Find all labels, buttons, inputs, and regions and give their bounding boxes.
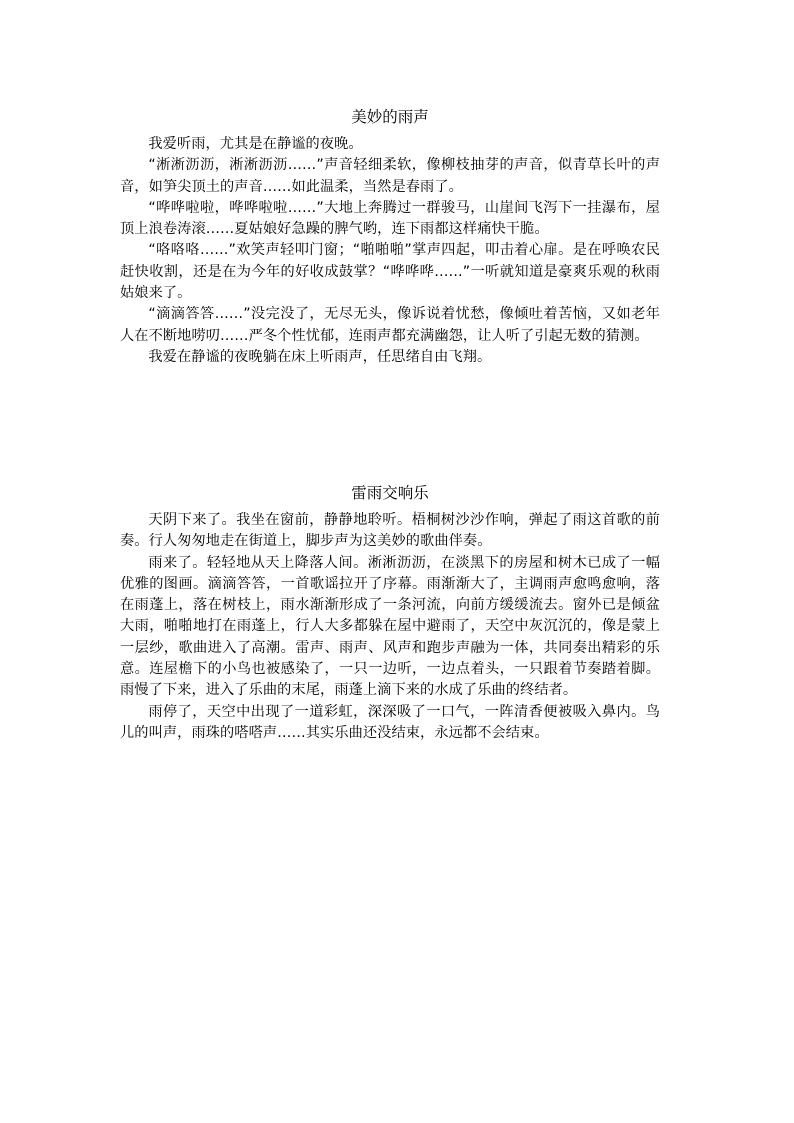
essay-paragraph: 我爱听雨，尤其是在静谧的夜晚。	[148, 136, 363, 152]
essay-paragraph: “咯咯咯……”欢笑声轻叩门窗；“啪啪啪”掌声四起，叩击着心扉。是在呼唤农民赶快收割，还是在为今年的好收成鼓掌？“哗哗哗……”一听就知道是豪爽乐观的秋雨姑娘来了。	[120, 242, 660, 302]
essay-paragraph: 雨停了，天空中出现了一道彩虹，深深吸了一口气，一阵清香便被吸入鼻内。鸟儿的叫声，雨珠的嗒嗒声……其实乐曲还没结束，永远都不会结束。	[120, 703, 660, 741]
essay-paragraph: 雨来了。轻轻地从天上降落人间。淅淅沥沥，在淡黑下的房屋和树木已成了一幅优雅的图画。滴滴答答，一首歌谣拉开了序幕。雨渐渐大了，主调雨声愈鸣愈响，落在雨蓬上，落在树枝上，雨水渐渐形成了一条河流，向前方缓缓流去。窗外已是倾盆大雨，啪啪地打在雨蓬上，行人大多都躲在屋中避雨了，天空中灰沉沉的，像是蒙上一层纱，歌曲进入了高潮。雷声、雨声、风声和跑步声融为一体，共同奏出精彩的乐意。连屋檐下的小鸟也被感染了，一只一边听，一边点着头，一只跟着节奏踏着脚。雨慢了下来，进入了乐曲的末尾，雨蓬上滴下来的水成了乐曲的终结者。	[120, 554, 660, 699]
essay-paragraph: “滴滴答答……”没完没了，无尽无头，像诉说着忧愁，像倾吐着苦恼，又如老年人在不断地唠叨……严冬个性忧郁，连雨声都充满幽怨，让人听了引起无数的猜测。	[120, 306, 660, 344]
essay-title: 雷雨交响乐	[351, 484, 429, 502]
essay-title: 美妙的雨声	[351, 108, 429, 126]
essay-paragraph: “哗哗啦啦，哗哗啦啦……”大地上奔腾过一群骏马，山崖间飞泻下一挂瀑布，屋顶上浪卷涛滚……夏姑娘好急躁的脾气哟，连下雨都这样痛快干脆。	[120, 199, 660, 238]
essay-paragraph: 我爱在静谧的夜晚躺在床上听雨声，任思绪自由飞翔。	[148, 348, 492, 365]
essay-paragraph: “淅淅沥沥，淅淅沥沥……”声音轻细柔软，像柳枝抽芽的声音，似青草长叶的声音，如笋尖顶土的声音……如此温柔，当然是春雨了。	[120, 157, 660, 195]
essay-thunderstorm-symphony	[120, 482, 660, 744]
essay-beautiful-rain-sound	[120, 106, 660, 368]
essay-paragraph: 天阴下来了。我坐在窗前，静静地聆听。梧桐树沙沙作响，弹起了雨这首歌的前奏。行人匆匆地走在街道上，脚步声为这美妙的歌曲伴奏。	[120, 512, 660, 550]
